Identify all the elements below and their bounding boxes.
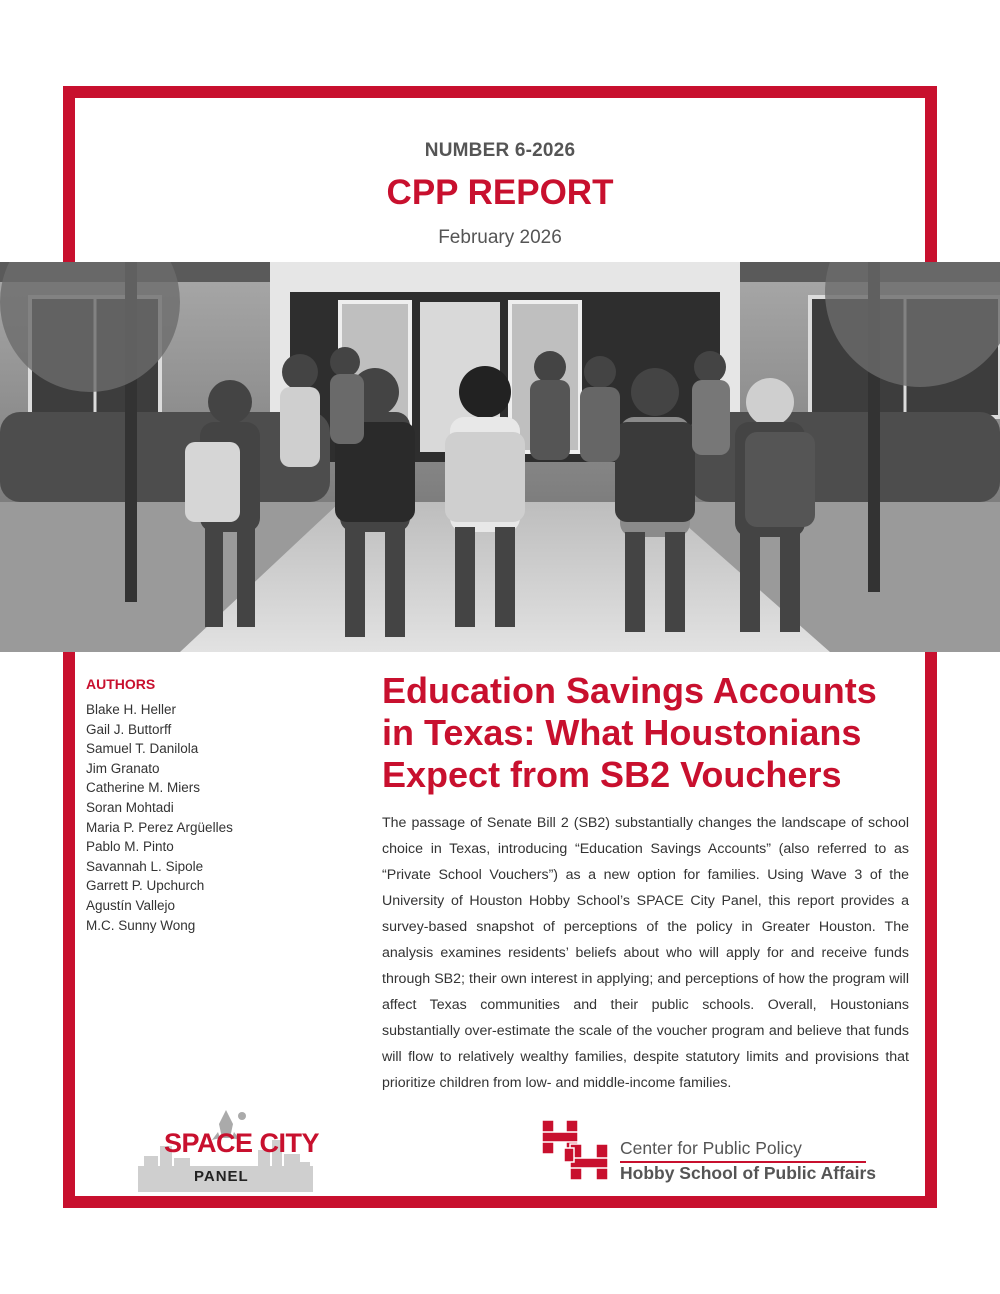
author-name: Pablo M. Pinto bbox=[86, 839, 174, 855]
space-city-subtitle: PANEL bbox=[194, 1168, 249, 1185]
report-date: February 2026 bbox=[438, 227, 562, 248]
author-name: Jim Granato bbox=[86, 760, 160, 776]
students-walking-to-school-photo bbox=[0, 262, 1000, 652]
author-name: Soran Mohtadi bbox=[86, 799, 174, 815]
author-name: Catherine M. Miers bbox=[86, 780, 201, 796]
report-title-line: Expect from SB2 Vouchers bbox=[382, 754, 842, 795]
report-title-line: Education Savings Accounts bbox=[382, 670, 877, 711]
space-city-title: SPACE CITY bbox=[164, 1128, 320, 1158]
uh-interlocking-icon bbox=[540, 1118, 610, 1182]
report-abstract: The passage of Senate Bill 2 (SB2) substantially changes the landscape of school choice in Texas, introducing “Education Savings Accounts” (also referred to as “Private School Vouchers”) as a new option for families. Using Wave 3 of the University of Houston Hobby School’s SPACE City Panel, this report provides a survey-based snapshot of perceptions of the policy in Greater Houston. The analysis examines residents’ beliefs about who will apply for and receive funds through SB2; their own interest in applying; and perceptions of how the program will affect Texas communities and their public schools. Overall, Houstonians substantially over-estimate the scale of the voucher program and believe that funds will flow to relatively wealthy families, despite statutory limits and provisions that prioritize children from low- and middle-income families. bbox=[382, 815, 909, 1091]
cover-photo bbox=[0, 262, 1000, 652]
author-name: Maria P. Perez Argüelles bbox=[86, 819, 233, 835]
report-title bbox=[382, 670, 922, 796]
author-name: Gail J. Buttorff bbox=[86, 721, 172, 737]
author-name: Samuel T. Danilola bbox=[86, 741, 199, 757]
report-number: NUMBER 6-2026 bbox=[424, 140, 576, 161]
author-name: Agustín Vallejo bbox=[86, 897, 176, 913]
author-name: Garrett P. Upchurch bbox=[86, 878, 205, 894]
hobby-school-name: Hobby School of Public Affairs bbox=[620, 1163, 877, 1183]
author-name: Blake H. Heller bbox=[86, 702, 177, 717]
report-title-line: in Texas: What Houstonians bbox=[382, 712, 862, 753]
author-name: M.C. Sunny Wong bbox=[86, 917, 196, 933]
authors-heading: AUTHORS bbox=[86, 676, 156, 692]
cpp-name: Center for Public Policy bbox=[620, 1138, 802, 1158]
uh-logo bbox=[540, 1118, 610, 1182]
report-series-title: CPP REPORT bbox=[386, 173, 614, 212]
authors-list bbox=[86, 700, 233, 935]
space-city-panel-logo bbox=[138, 1106, 320, 1192]
author-name: Savannah L. Sipole bbox=[86, 858, 204, 874]
